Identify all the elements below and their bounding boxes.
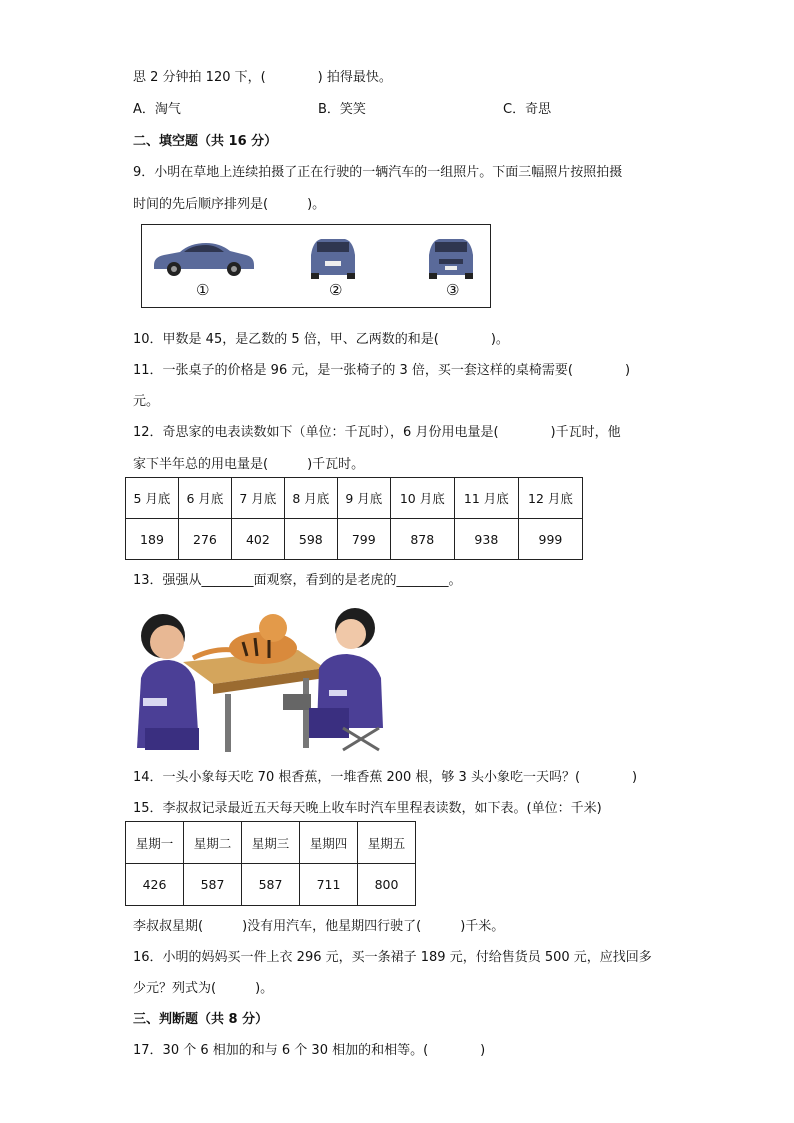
mileage-value: 587	[184, 864, 242, 906]
q8-option-a[interactable]: A．淘气	[133, 102, 181, 117]
meter-reading-table	[125, 477, 583, 560]
meter-header: 7 月底	[231, 478, 284, 519]
q11-stem-line1: 11．一张桌子的价格是 96 元，是一张椅子的 3 倍，买一套这样的桌椅需要( )	[133, 363, 631, 378]
meter-header: 12 月底	[518, 478, 582, 519]
mileage-table	[125, 821, 416, 906]
q11-stem-line2: 元。	[133, 394, 160, 409]
meter-value: 938	[454, 519, 518, 560]
meter-header: 6 月底	[178, 478, 231, 519]
q15-stem-line1: 15．李叔叔记录最近五天每天晚上收车时汽车里程表读数，如下表。(单位：千米)	[133, 801, 602, 816]
meter-header: 10 月底	[390, 478, 454, 519]
meter-value: 999	[518, 519, 582, 560]
q17-stem: 17．30 个 6 相加的和与 6 个 30 相加的和相等。( )	[133, 1043, 486, 1058]
meter-value: 189	[126, 519, 179, 560]
car-front-view-image	[423, 235, 479, 279]
q9-stem-line2: 时间的先后顺序排列是( )。	[133, 197, 326, 212]
mileage-header: 星期一	[126, 822, 184, 864]
q16-stem-line2: 少元？列式为( )。	[133, 981, 274, 996]
q13-stem: 13．强强从________面观察，看到的是老虎的________。	[133, 573, 462, 588]
car-photo-panel	[141, 224, 491, 308]
mileage-header: 星期三	[242, 822, 300, 864]
mileage-value: 426	[126, 864, 184, 906]
mileage-header: 星期二	[184, 822, 242, 864]
q8-option-b[interactable]: B．笑笑	[318, 102, 366, 117]
meter-header: 5 月底	[126, 478, 179, 519]
meter-header: 8 月底	[284, 478, 337, 519]
car-rear-view-image	[305, 235, 361, 279]
mileage-header: 星期四	[300, 822, 358, 864]
meter-value: 402	[231, 519, 284, 560]
mileage-header: 星期五	[358, 822, 416, 864]
section-heading-judgement: 三、判断题（共 8 分）	[133, 1012, 269, 1027]
meter-value: 799	[337, 519, 390, 560]
mileage-value: 587	[242, 864, 300, 906]
q10-stem: 10．甲数是 45，是乙数的 5 倍，甲、乙两数的和是( )。	[133, 332, 509, 347]
mileage-value: 800	[358, 864, 416, 906]
q15-stem-line2: 李叔叔星期( )没有用汽车，他星期四行驶了( )千米。	[133, 919, 505, 934]
q16-stem-line1: 16．小明的妈妈买一件上衣 296 元，买一条裙子 189 元，付给售货员 500 元，应找回多	[133, 950, 652, 965]
meter-header: 9 月底	[337, 478, 390, 519]
q12-stem-line2: 家下半年总的用电量是( )千瓦时。	[133, 457, 365, 472]
section-heading-fill-blank: 二、填空题（共 16 分）	[133, 134, 278, 149]
children-tiger-photo	[133, 598, 387, 756]
car-label-1: ①	[196, 281, 210, 299]
q9-stem-line1: 9．小明在草地上连续拍摄了正在行驶的一辆汽车的一组照片。下面三幅照片按照拍摄	[133, 165, 623, 180]
meter-value: 878	[390, 519, 454, 560]
q14-stem: 14．一头小象每天吃 70 根香蕉，一堆香蕉 200 根，够 3 头小象吃一天吗？( )	[133, 770, 638, 785]
meter-value: 276	[178, 519, 231, 560]
mileage-value: 711	[300, 864, 358, 906]
meter-header: 11 月底	[454, 478, 518, 519]
meter-value: 598	[284, 519, 337, 560]
q8-stem-tail: 思 2 分钟拍 120 下，( ) 拍得最快。	[133, 70, 392, 85]
q8-option-c[interactable]: C．奇思	[503, 102, 552, 117]
car-label-2: ②	[329, 281, 343, 299]
car-label-3: ③	[446, 281, 460, 299]
q12-stem-line1: 12．奇思家的电表读数如下（单位：千瓦时），6 月份用电量是( )千瓦时，他	[133, 425, 621, 440]
car-side-view-image	[150, 235, 256, 277]
